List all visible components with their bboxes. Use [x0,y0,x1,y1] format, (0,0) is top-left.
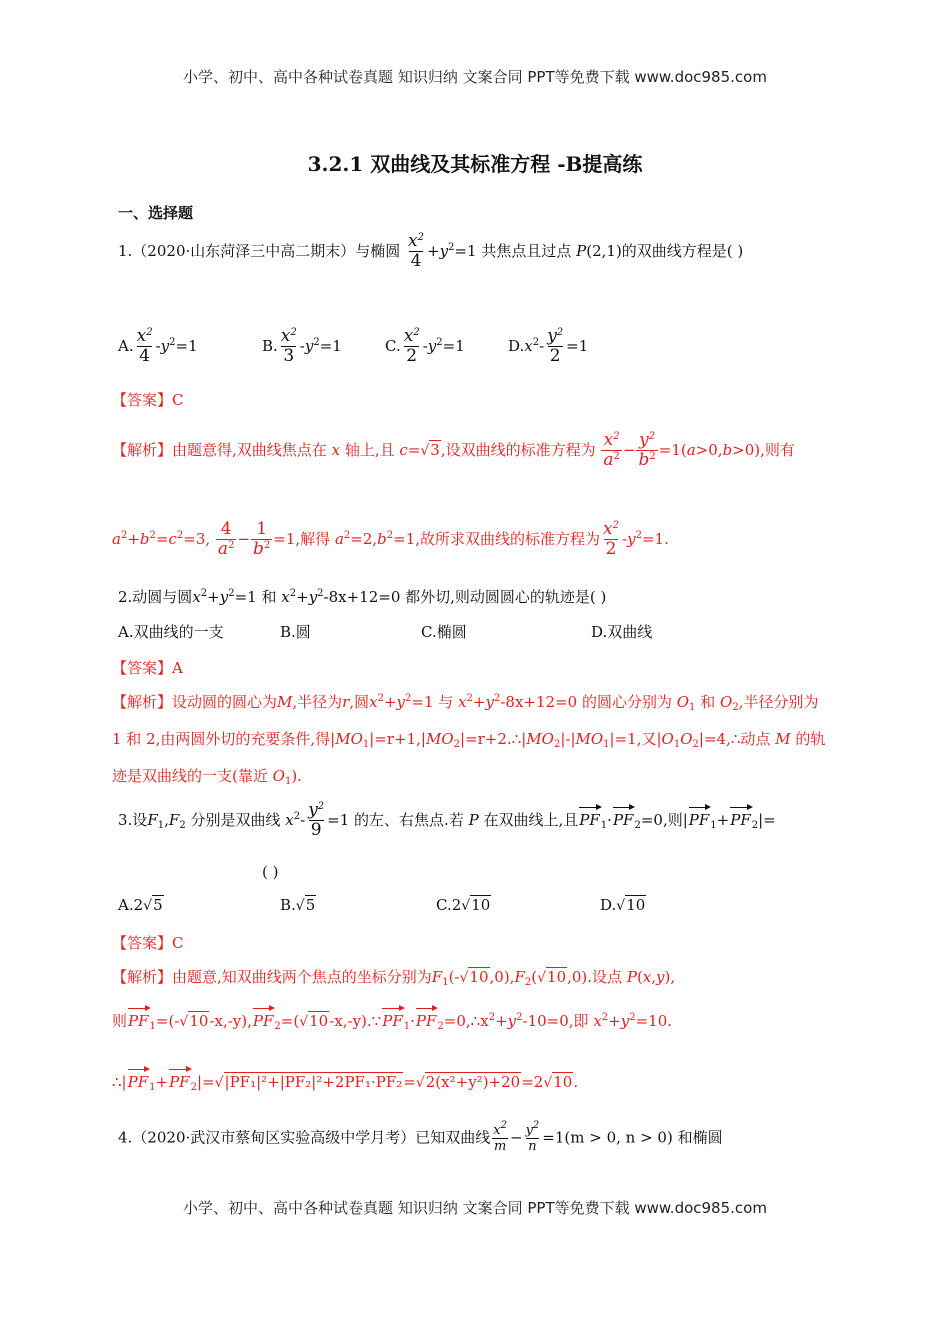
footer-banner: 小学、初中、高中各种试卷真题 知识归纳 文案合同 PPT等免费下载 www.doc985.com [183,1199,767,1217]
q1-option-b: B. $\frac{x^2}{3}$ $-y^2=1$ [262,326,342,366]
q3-stem: 3.设$F_1,F_2$ 分别是双曲线 $x^2-$ $\frac{y^2}{9}$ =1 的左、右焦点.若 P 在双曲线上,且$PF_1\cdot PF_2=0$,则$|PF_1+PF_2|=$ [118,800,776,840]
q1-answer: 【答案】C [112,391,184,409]
q2-solution-line3: 迹是双曲线的一支(靠近 $O_1$). [112,767,302,787]
q1-solution-line2: $a^2+b^2=c^2=3$, $\frac{4}{a^2}$ − $\frac{1}{b^2}$ =1,解得 $a^2=2,b^2=1$,故所求双曲线的标准方程为 $\frac{x^2}{2}$ $-y^2=1$. [112,519,669,559]
q3-solution-line3: $\therefore|PF_1+PF_2|=√|PF_1|^2+|PF_2|^2+2PF_1\cdot PF_2=√2(x^2+y^2)+20=2√10$. [112,1067,578,1091]
q1-stem: 1.（2020·山东菏泽三中高二期末）与椭圆 $\frac{x^2}{4}$ $+y^2=1$ 共焦点且过点 P(2,1)的双曲线方程是( ) [118,231,744,271]
q3-paren: ( ) [262,863,279,881]
q1-option-d: $D.x^2-$ $\frac{y^2}{2}$ =1 [508,326,589,366]
q3-answer: 【答案】C [112,934,184,952]
q2-solution-line2: 1 和 2,由两圆外切的充要条件,得$|MO_1|=r+1,|MO_2|=r+2.\therefore|MO_2|-|MO_1|=1$,又$|O_1O_2|=4,\therefore$动点 M 的轨 [112,730,826,750]
q3-solution-line1: 【解析】由题意,知双曲线两个焦点的坐标分别为$F_1(-√10,0),F_2(√10,0)$.设点 P(x,y), [112,968,676,988]
q3-option-c: C.2√10 [436,896,491,914]
q3-option-d: D.√10 [600,896,646,914]
page-title: 3.2.1 双曲线及其标准方程 -B提高练 [307,152,643,176]
q2-option-b: B.圆 [280,623,311,641]
section-heading: 一、选择题 [118,204,194,222]
q3-option-b: B.√5 [280,896,316,914]
q3-option-a: A.2√5 [118,896,163,914]
q4-stem: 4.（2020·武汉市蔡甸区实验高级中学月考）已知双曲线 $\frac{x^2}{m}$ − $\frac{y^2}{n}$ =1(m > 0, n > 0) 和椭圆 [118,1120,723,1154]
q1-solution-line1: 【解析】由题意得,双曲线焦点在 x 轴上,且 c=√3,设双曲线的标准方程为 $\frac{x^2}{a^2}$ − $\frac{y^2}{b^2}$ =1(a>0,b>0),则有 [112,430,795,470]
q2-option-a: A.双曲线的一支 [118,623,224,641]
q2-answer: 【答案】A [112,659,183,677]
q1-option-c: C. $\frac{x^2}{2}$ $-y^2=1$ [385,326,465,366]
q2-option-d: D.双曲线 [591,623,653,641]
header-banner: 小学、初中、高中各种试卷真题 知识归纳 文案合同 PPT等免费下载 www.doc985.com [183,68,767,86]
q1-option-a: A. $\frac{x^2}{4}$ $-y^2=1$ [118,326,198,366]
q3-solution-line2: 则$PF_1=(-√10-x,-y),PF_2=(√10-x,-y).\because PF_1\cdot PF_2=0,\therefore x^2+y^2-10=0$,即 $x^2+y^2=10$. [112,1006,672,1031]
q2-stem: 2.动圆与圆$x^2+y^2=1$ 和 $x^2+y^2-8x+12=0$ 都外切,则动圆圆心的轨迹是( ) [118,588,607,606]
q2-solution-line1: 【解析】设动圆的圆心为M,半径为r,圆$x^2+y^2=1$ 与 $x^2+y^2-8x+12=0$ 的圆心分别为 $O_1$ 和 $O_2$,半径分别为 [112,693,819,713]
q2-option-c: C.椭圆 [421,623,467,641]
